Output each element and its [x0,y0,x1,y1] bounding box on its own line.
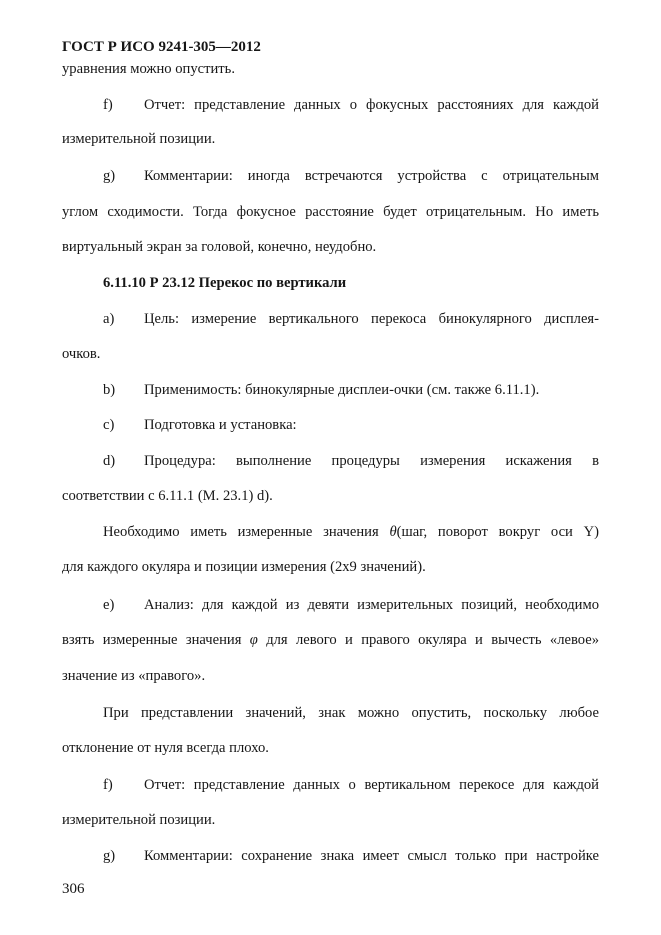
list-label: b) [103,382,116,398]
page-number: 306 [62,881,85,897]
list-item-a [62,310,599,328]
section-heading: 6.11.10 Р 23.12 Перекос по вертикали [103,275,347,291]
list-item-d [62,452,599,470]
text-line-phi [62,631,599,649]
text-line: для каждого окуляра и позиции измерения (2x9 значений). [62,559,426,575]
theta-symbol: θ [389,524,397,540]
list-item-b [103,381,539,399]
list-label: c) [103,417,115,433]
list-item-g [62,167,599,185]
text-line: измерительной позиции. [62,131,216,147]
text-line: очков. [62,346,101,362]
list-label: g) [103,168,116,184]
text-line: измерительной позиции. [62,812,216,828]
list-label: f) [103,97,113,113]
text-segment: (шаг, поворот вокруг оси Y) [396,524,599,540]
text-line: соответствии с 6.11.1 (М. 23.1) d). [62,488,273,504]
list-text: Процедура: выполнение процедуры измерения искажения в [144,453,599,469]
phi-symbol: φ [249,632,258,648]
list-item-f [62,776,599,794]
list-text: Подготовка и установка: [144,417,297,433]
list-text: Комментарии: иногда встречаются устройства с отрицательным [144,168,599,184]
list-text: Применимость: бинокулярные дисплеи-очки (см. также 6.11.1). [144,382,540,398]
list-label: f) [103,777,113,793]
text-line: При представлении значений, знак можно опустить, поскольку любое [103,705,599,721]
list-text: Отчет: представление данных о фокусных расстояниях для каждой [144,97,599,113]
list-label: d) [103,453,116,469]
text-segment: взять измеренные значения [62,632,242,648]
list-item-c [103,416,297,434]
list-item-e [62,596,599,614]
list-text: Цель: измерение вертикального перекоса бинокулярного дисплея- [144,311,599,327]
list-label: g) [103,848,116,864]
text-line: углом сходимости. Тогда фокусное расстояние будет отрицательным. Но иметь [62,204,599,220]
document-header: ГОСТ Р ИСО 9241-305—2012 [62,39,261,55]
list-label: a) [103,311,115,327]
text-line: отклонение от нуля всегда плохо. [62,740,269,756]
text-line-theta [62,523,599,541]
list-item-g [62,847,599,865]
list-text: Комментарии: сохранение знака имеет смысл только при настройке [144,848,599,864]
text-segment: Необходимо иметь измеренные значения [103,524,379,540]
list-item-f [62,96,599,114]
list-label: e) [103,597,115,613]
list-text: Отчет: представление данных о вертикальном перекосе для каждой [144,777,599,793]
text-line: виртуальный экран за головой, конечно, неудобно. [62,239,377,255]
text-line: значение из «правого». [62,668,206,684]
list-text: Анализ: для каждой из девяти измерительных позиций, необходимо [144,597,599,613]
text-line: уравнения можно опустить. [62,61,235,77]
text-segment: для левого и правого окуляра и вычесть «левое» [266,632,600,648]
